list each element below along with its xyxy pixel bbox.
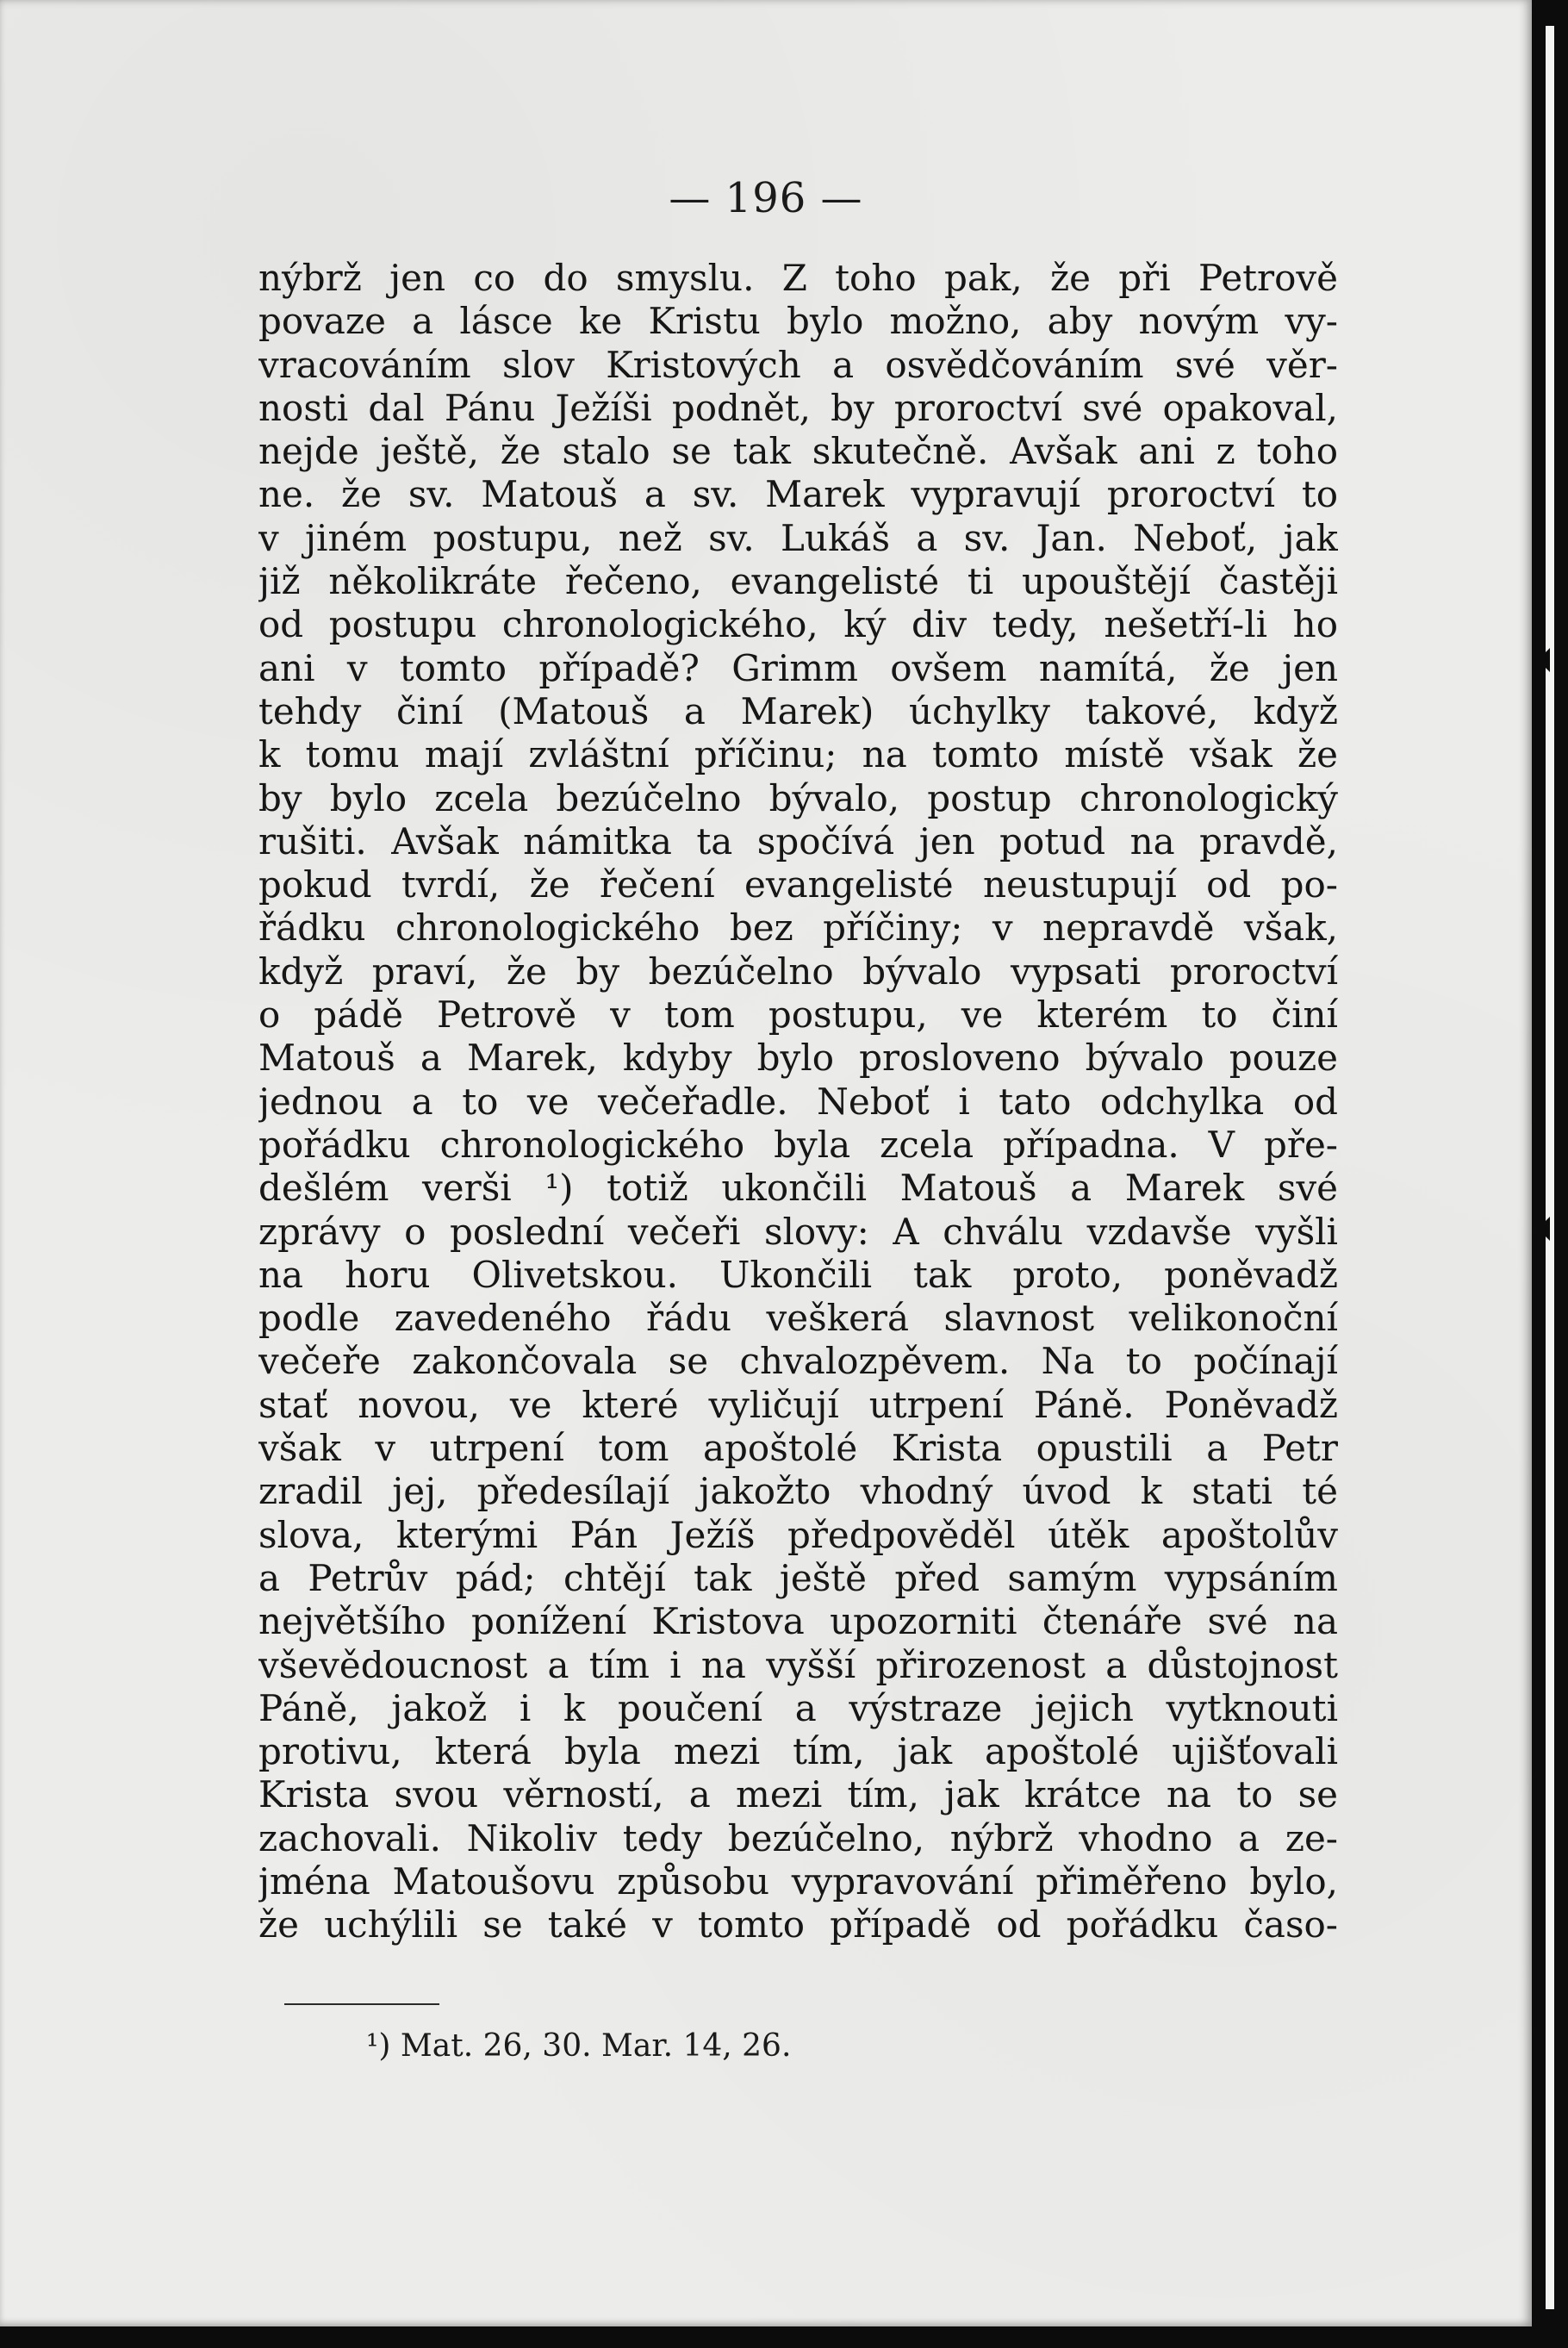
text-line: o pádě Petrově v tom postupu, ve kterém to činí [258, 993, 1338, 1037]
scan-border-right [1532, 0, 1568, 2348]
scan-border-bottom [0, 2326, 1532, 2348]
text-line: by bylo zcela bezúčelno bývalo, postup chronologický [258, 776, 1338, 819]
text-line: protivu, která byla mezi tím, jak apoštolé ujišťovali [258, 1730, 1338, 1773]
text-line: rušiti. Avšak námitka ta spočívá jen potud na pravdě, [258, 819, 1338, 863]
text-line: již několikráte řečeno, evangelisté ti upouštějí častěji [258, 560, 1338, 603]
text-line: slova, kterými Pán Ježíš předpověděl útěk apoštolův [258, 1513, 1338, 1556]
text-line: řádku chronologického bez příčiny; v nepravdě však, [258, 906, 1338, 950]
scan-marker-icon [1538, 648, 1550, 672]
text-line: zachovali. Nikoliv tedy bezúčelno, nýbrž vhodno a ze- [258, 1816, 1338, 1859]
text-line: nýbrž jen co do smyslu. Z toho pak, že při Petrově [258, 257, 1338, 299]
text-line: Krista svou věrností, a mezi tím, jak krátce na to se [258, 1773, 1338, 1816]
body-text [258, 257, 1338, 1947]
text-line: Páně, jakož i k poučení a výstraze jejich vytknouti [258, 1686, 1338, 1729]
text-line: jména Matoušovu způsobu vypravování přiměřeno bylo, [258, 1859, 1338, 1903]
footnote: ¹) Mat. 26, 30. Mar. 14, 26. [366, 2028, 792, 2064]
text-line: zprávy o poslední večeři slovy: A chválu vzdavše vyšli [258, 1210, 1338, 1253]
text-line: nosti dal Pánu Ježíši podnět, by proroctví své opakoval, [258, 386, 1338, 429]
text-line: podle zavedeného řádu veškerá slavnost velikonoční [258, 1297, 1338, 1340]
text-line: pořádku chronologického byla zcela případna. V pře- [258, 1123, 1338, 1166]
page-number: — 196 — [669, 174, 863, 222]
adjacent-page-edge [1546, 26, 1554, 2309]
text-line: že uchýlili se také v tomto případě od pořádku časo- [258, 1903, 1338, 1946]
text-line: na horu Olivetskou. Ukončili tak proto, poněvadž [258, 1253, 1338, 1296]
scan-marker-icon [1538, 1217, 1550, 1241]
text-line: ne. že sv. Matouš a sv. Marek vypravují proroctví to [258, 473, 1338, 516]
text-line: zradil jej, předesílají jakožto vhodný úvod k stati té [258, 1470, 1338, 1513]
text-line: ani v tomto případě? Grimm ovšem namítá, že jen [258, 646, 1338, 689]
text-line: povaze a lásce ke Kristu bylo možno, aby novým vy- [258, 300, 1338, 343]
footnote-divider [284, 2003, 439, 2005]
text-line: v jiném postupu, než sv. Lukáš a sv. Jan. Neboť, jak [258, 516, 1338, 559]
text-line: nejde ještě, že stalo se tak skutečně. Avšak ani z toho [258, 430, 1338, 473]
text-line: k tomu mají zvláštní příčinu; na tomto místě však že [258, 733, 1338, 776]
text-line: jednou a to ve večeřadle. Neboť i tato odchylka od [258, 1080, 1338, 1123]
text-line: večeře zakončovala se chvalozpěvem. Na to počínají [258, 1340, 1338, 1383]
text-line: Matouš a Marek, kdyby bylo prosloveno bývalo pouze [258, 1037, 1338, 1080]
text-line: největšího ponížení Kristova upozorniti čtenáře své na [258, 1600, 1338, 1643]
text-line: dešlém verši ¹) totiž ukončili Matouš a Marek své [258, 1167, 1338, 1210]
text-line: od postupu chronologického, ký div tedy, nešetří-li ho [258, 603, 1338, 646]
text-line: tehdy činí (Matouš a Marek) úchylky takové, když [258, 689, 1338, 732]
text-line: vševědoucnost a tím i na vyšší přirozenost a důstojnost [258, 1643, 1338, 1686]
text-line: vracováním slov Kristových a osvědčováním své věr- [258, 343, 1338, 386]
text-line: stať novou, ve které vyličují utrpení Páně. Poněvadž [258, 1383, 1338, 1426]
text-line: však v utrpení tom apoštolé Krista opustili a Petr [258, 1427, 1338, 1470]
text-line: když praví, že by bezúčelno bývalo vypsati proroctví [258, 950, 1338, 993]
text-line: pokud tvrdí, že řečení evangelisté neustupují od po- [258, 863, 1338, 906]
text-line: a Petrův pád; chtějí tak ještě před samým vypsáním [258, 1556, 1338, 1599]
